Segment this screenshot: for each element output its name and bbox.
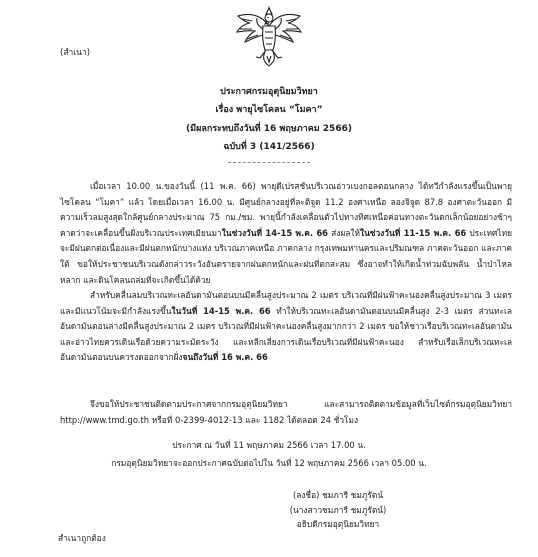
- paragraph-text: ประเทศไทยจะมีฝนตกต่อเนื่องและมีฝนตกหนักบางแห่ง บริเวณภาคเหนือ ภาคกลาง กรุงเทพมหานครและปริมณฑล ภาคตะวันออก และภาคใต้ ขอให้ประชาชนบริเวณดังกล่าวระวังอันตรายจากฝนตกหนักและฝนที่ตกสะสม ซึ่งอาจทำให้เกิดน้ำท่วมฉับพลัน น้ำป่าไหลหลาก และดินโคลนถล่มที่จะเกิดขึ้นได้ด้วย: [60, 227, 512, 285]
- effective-date: (มีผลกระทบถึงวันที่ 16 พฤษภาคม 2566): [186, 124, 352, 134]
- paragraph-text: ส่งผลให้: [328, 227, 360, 238]
- announcement-subject: เรื่อง พายุไซโคลน “โมคา”: [215, 105, 323, 115]
- paragraph-text: จึงขอให้ประชาชนติดตามประกาศจากกรมอุตุนิยมวิทยา และสามารถติดตามข้อมูลที่เว็บไซต์กรมอุตุนิยมวิทยา http://www.tmd.go.th หรือที่ 0-2399-4012-13 และ 1182 ได้ตลอด 24 ชั่วโมง: [60, 399, 512, 425]
- announcement-title: ประกาศกรมอุตุนิยมวิทยา: [220, 87, 318, 97]
- garuda-emblem: [232, 2, 306, 68]
- highlight-date: จนถึงวันที่ 16 พ.ค. 66: [182, 352, 268, 363]
- highlight-date: ในช่วงวันที่ 14-15 พ.ค. 66: [221, 227, 329, 238]
- certified-copy-note: สำเนาถูกต้อง: [58, 533, 106, 543]
- signatory-position: อธิบดีกรมอุตุนิยมวิทยา: [296, 519, 380, 529]
- paragraph-storm-status: [60, 179, 512, 288]
- copy-mark: (สำเนา): [60, 48, 91, 58]
- signature-block: [258, 488, 418, 532]
- paragraph-text: สำหรับคลื่นลมบริเวณทะเลอันดามันตอนบนมีคลื่นสูงประมาณ 2 เมตร บริเวณที่มีฝนฟ้าคะนองคลื่นสูงประมาณ 3 เมตร และมีแนวโน้มจะมีกำลังแรงขึ้น: [60, 290, 512, 316]
- highlight-date: ในวันที่ 14-15 พ.ค. 66: [171, 305, 271, 316]
- next-announcement: กรมอุตุนิยมวิทยาจะออกประกาศฉบับต่อไปใน วันที่ 12 พฤษภาคม 2566 เวลา 05.00 น.: [111, 458, 427, 468]
- signature-signed: (ลงชื่อ) ชมภารี ชมภูรัตน์: [292, 490, 384, 500]
- issue-number: ฉบับที่ 3 (141/2566): [223, 142, 315, 152]
- paragraph-text: เมื่อเวลา 10.00 น.ของวันนี้ (11 พ.ค. 66) พายุดีเปรสชันบริเวณอ่าวเบงกอลตอนกลาง ได้ทวีกำลังแรงขึ้นเป็นพายุไซโคลน “โมคา” แล้ว โดยเมื่อเวลา 16.00 น. มีศูนย์กลางอยู่ที่ละติจูด 11.2 องศาเหนือ ลองจิจูด 87.8 องศาตะวันออก มีความเร็วลมสูงสุดใกล้ศูนย์กลางประมาณ 75 กม./ชม. พายุนี้กำลังเคลื่อนตัวไปทางทิศเหนือค่อนทางตะวันตกเล็กน้อยอย่างช้าๆ คาดว่าจะเคลื่อนขึ้นฝั่งบริเวณประเทศเมียนมา: [60, 181, 512, 238]
- divider: [228, 162, 310, 163]
- paragraph-text: ทำให้บริเวณทะเลอันดามันตอนบนมีคลื่นสูง 2-3 เมตร ส่วนทะเลอันดามันตอนล่างมีคลื่นสูงประมาณ 2 เมตร บริเวณที่มีฝนฟ้าคะนองคลื่นสูงมากกว่า 2 เมตร ขอให้ชาวเรือบริเวณทะเลอันดามันและอ่าวไทยควรเดินเรือด้วยความระมัดระวัง และหลีกเลี่ยงการเดินเรือบริเวณที่มีฝนฟ้าคะนอง สำหรับเรือเล็กบริเวณทะเลอันดามันตอนบนควรงดออกจากฝั่ง: [60, 305, 513, 363]
- highlight-date: ในช่วงวันที่ 11-15 พ.ค. 66: [359, 227, 467, 238]
- paragraph-contact: [60, 397, 512, 428]
- paragraph-sea-conditions: [60, 288, 512, 366]
- announce-date: ประกาศ ณ วันที่ 11 พฤษภาคม 2566 เวลา 17.00 น.: [172, 440, 366, 450]
- signatory-name: (นางสาวชมภารี ชมภูรัตน์): [289, 504, 387, 515]
